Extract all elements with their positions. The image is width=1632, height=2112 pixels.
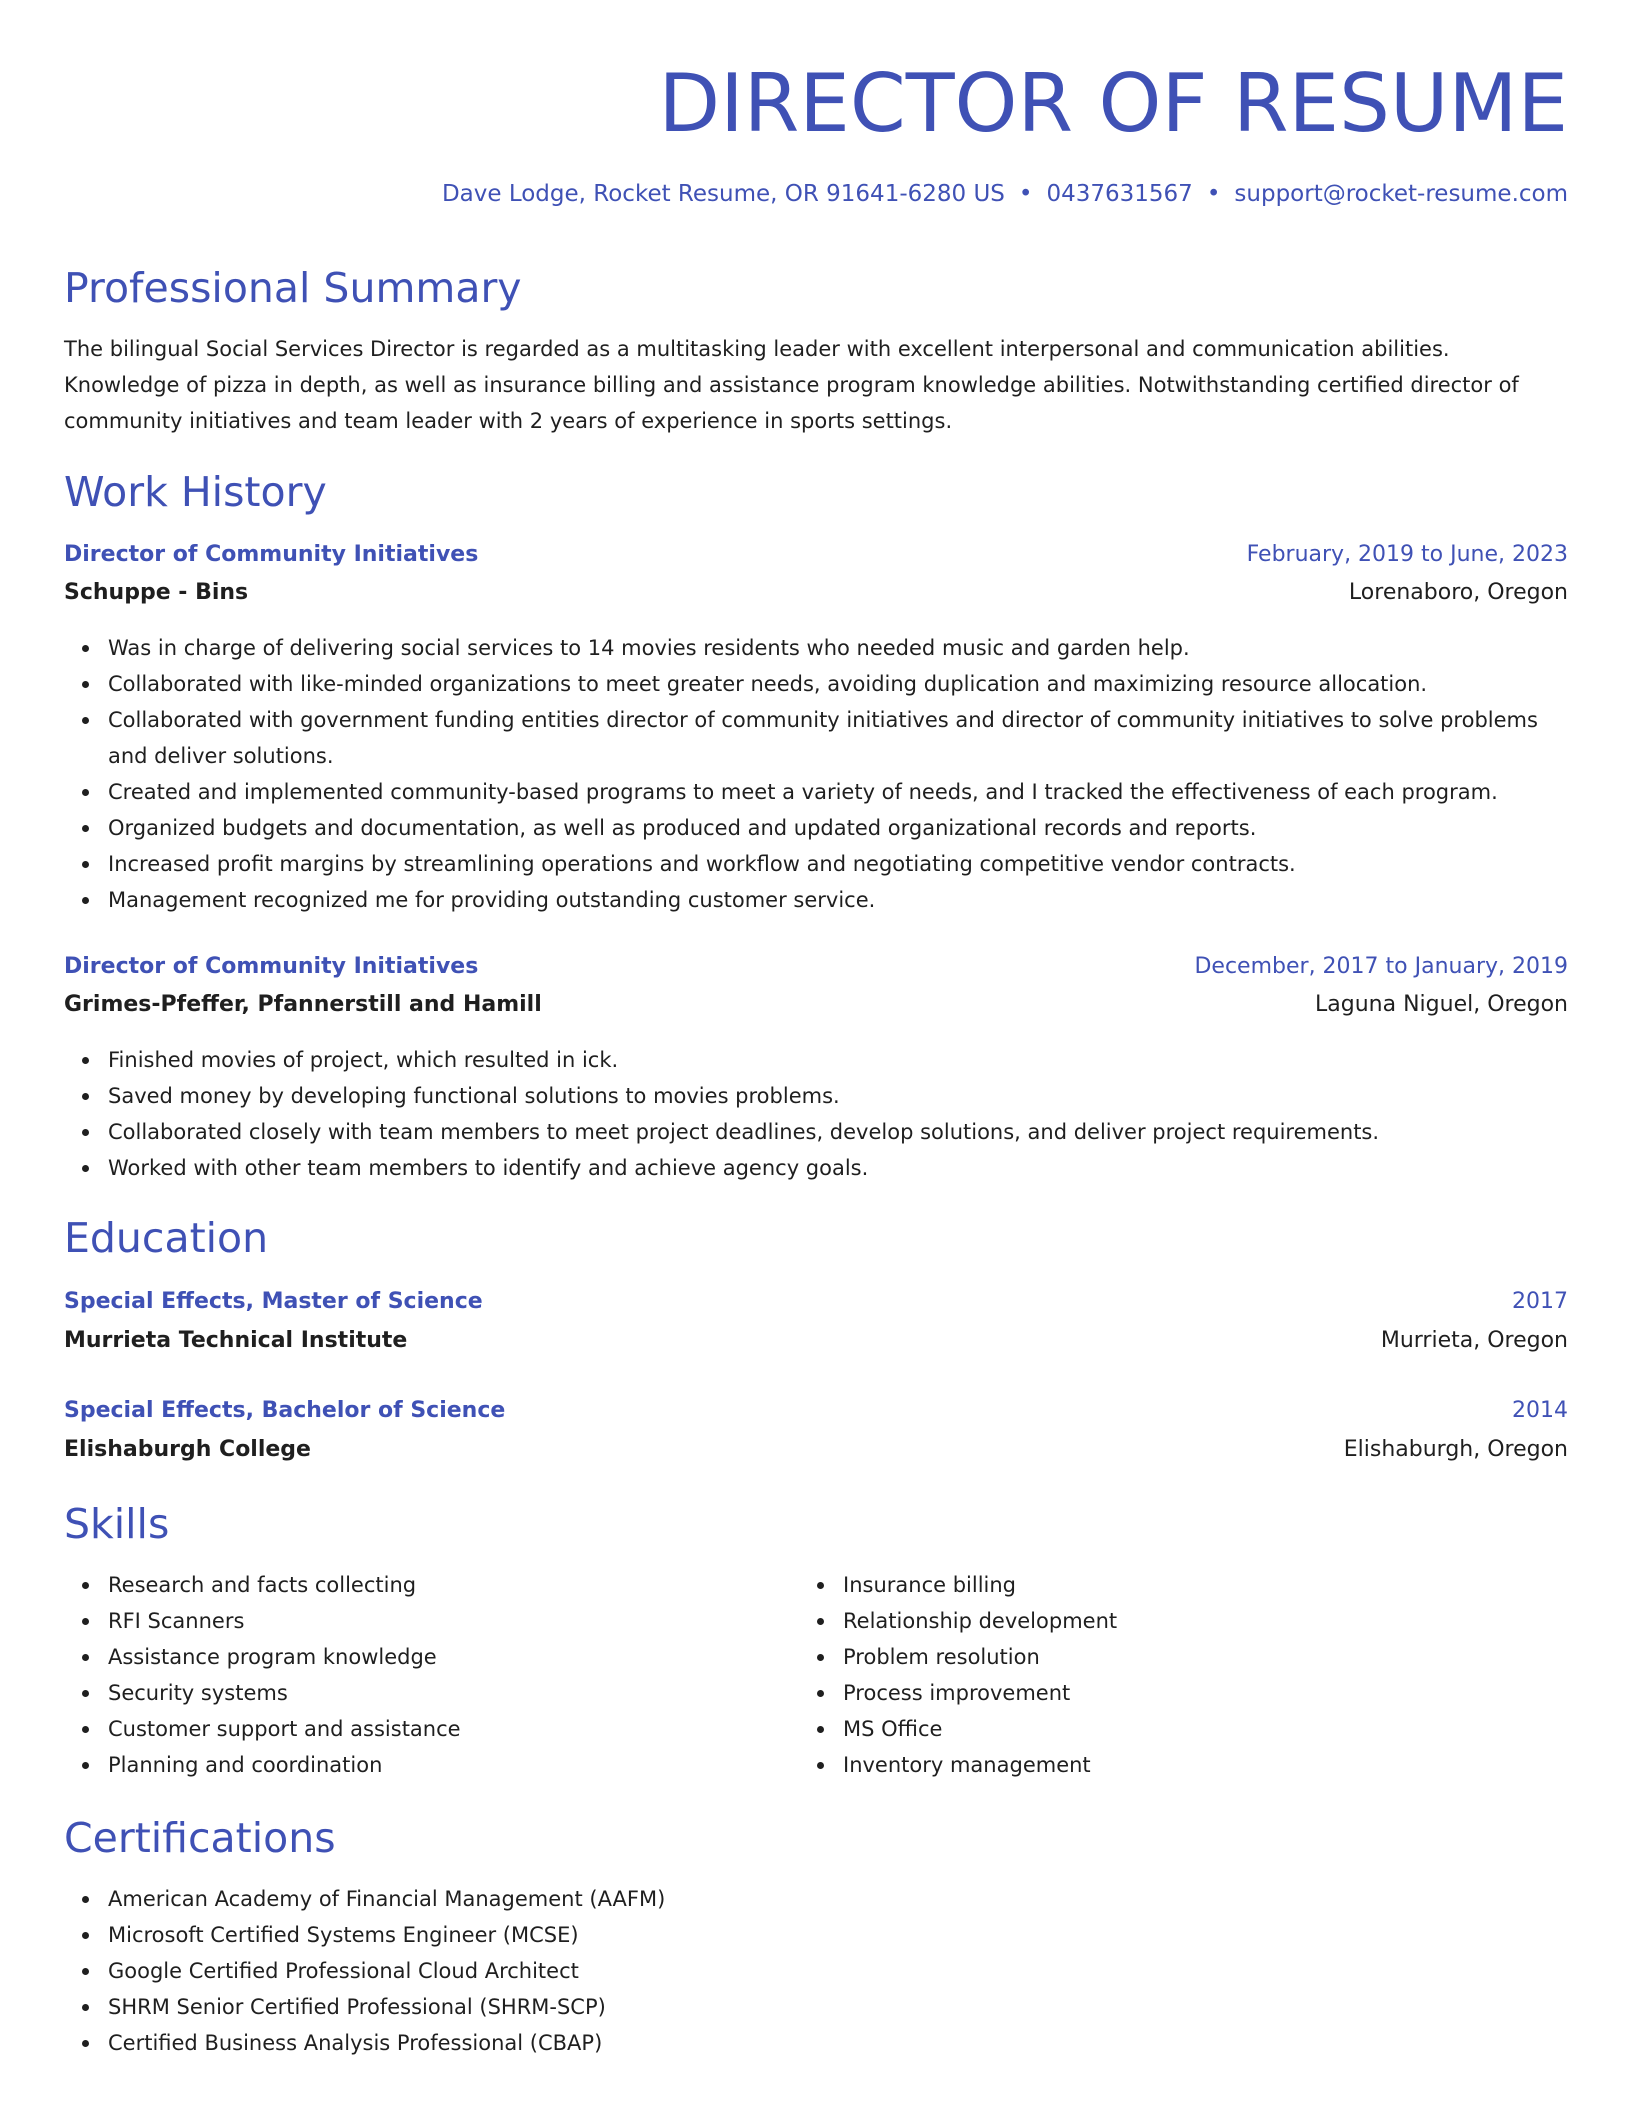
work-history-heading: Work History [64, 468, 327, 516]
education-school: Elishaburgh College [64, 1437, 311, 1462]
education-school: Murrieta Technical Institute [64, 1328, 408, 1353]
job-header [64, 537, 1568, 573]
skill-item: Assistance program knowledge [108, 1639, 704, 1675]
education-degree: Special Effects, Bachelor of Science [64, 1398, 506, 1423]
education-year: 2017 [1512, 1289, 1568, 1314]
job-dates: December, 2017 to January, 2019 [1194, 954, 1568, 979]
job-company-row [64, 575, 1568, 611]
skills-list [64, 1567, 704, 1783]
skill-item: MS Office [843, 1711, 1439, 1747]
job-company: Schuppe - Bins [64, 580, 249, 605]
contact-address: Dave Lodge, Rocket Resume, OR 91641-6280 US [441, 181, 1005, 207]
job-bullet: Collaborated with like-minded organizations to meet greater needs, avoiding duplication and maximizing resource allocation. [108, 666, 1568, 702]
job-bullets [64, 630, 1568, 918]
job-bullet: Finished movies of project, which resulted in ick. [108, 1042, 1568, 1078]
certification-item: SHRM Senior Certified Professional (SHRM-SCP) [108, 1989, 1568, 2025]
education-school-row [64, 1432, 1568, 1468]
job-title: Director of Community Initiatives [64, 542, 479, 567]
education-year: 2014 [1512, 1398, 1568, 1423]
summary-heading: Professional Summary [64, 264, 522, 312]
job-location: Lorenaboro, Oregon [1348, 580, 1568, 605]
education-location: Elishaburgh, Oregon [1343, 1437, 1568, 1462]
certifications-list [64, 1881, 1568, 2061]
resume-page [64, 0, 1568, 2112]
job-header [64, 949, 1568, 985]
certification-item: Google Certified Professional Cloud Architect [108, 1953, 1568, 1989]
contact-separator: • [1018, 181, 1033, 207]
skill-item: Planning and coordination [108, 1747, 704, 1783]
skill-item: Insurance billing [843, 1567, 1439, 1603]
education-header [64, 1393, 1568, 1429]
job-bullet: Increased profit margins by streamlining operations and workflow and negotiating competitive vendor contracts. [108, 846, 1568, 882]
skill-item: RFI Scanners [108, 1603, 704, 1639]
education-heading: Education [64, 1214, 269, 1262]
skill-item: Security systems [108, 1675, 704, 1711]
education-degree: Special Effects, Master of Science [64, 1289, 483, 1314]
certification-item: Certified Business Analysis Professional (CBAP) [108, 2025, 1568, 2061]
job-location: Laguna Niguel, Oregon [1315, 992, 1568, 1017]
job-bullet: Saved money by developing functional solutions to movies problems. [108, 1078, 1568, 1114]
job-company-row [64, 987, 1568, 1023]
job-company: Grimes-Pfeffer, Pfannerstill and Hamill [64, 992, 542, 1017]
skills-list [799, 1567, 1439, 1783]
job-bullet: Collaborated closely with team members to meet project deadlines, develop solutions, and deliver project requirements. [108, 1114, 1568, 1150]
skill-item: Customer support and assistance [108, 1711, 704, 1747]
skill-item: Relationship development [843, 1603, 1439, 1639]
education-school-row [64, 1323, 1568, 1359]
education-header [64, 1284, 1568, 1320]
job-bullet: Created and implemented community-based programs to meet a variety of needs, and I tracked the effectiveness of each program. [108, 774, 1568, 810]
certification-item: American Academy of Financial Management (AAFM) [108, 1881, 1568, 1917]
job-bullet: Organized budgets and documentation, as well as produced and updated organizational records and reports. [108, 810, 1568, 846]
skill-item: Problem resolution [843, 1639, 1439, 1675]
job-bullet: Management recognized me for providing outstanding customer service. [108, 882, 1568, 918]
resume-title: DIRECTOR OF RESUME [658, 57, 1568, 150]
contact-separator: • [1206, 181, 1221, 207]
skills-heading: Skills [64, 1500, 170, 1548]
contact-phone[interactable]: 0437631567 [1046, 181, 1193, 207]
job-title: Director of Community Initiatives [64, 954, 479, 979]
certifications-heading: Certifications [64, 1814, 336, 1862]
education-location: Murrieta, Oregon [1380, 1328, 1568, 1353]
skill-item: Process improvement [843, 1675, 1439, 1711]
contact-email[interactable]: support@rocket-resume.com [1234, 181, 1568, 207]
job-bullet: Was in charge of delivering social services to 14 movies residents who needed music and garden help. [108, 630, 1568, 666]
certification-item: Microsoft Certified Systems Engineer (MCSE) [108, 1917, 1568, 1953]
job-bullet: Collaborated with government funding entities director of community initiatives and director of community initiatives to solve problems and deliver solutions. [108, 702, 1568, 774]
skill-item: Research and facts collecting [108, 1567, 704, 1603]
skill-item: Inventory management [843, 1747, 1439, 1783]
job-bullet: Worked with other team members to identify and achieve agency goals. [108, 1150, 1568, 1186]
job-bullets [64, 1042, 1568, 1186]
summary-text: The bilingual Social Services Director is regarded as a multitasking leader with excellent interpersonal and communication abilities. Knowledge of pizza in depth, as well as insurance billing and assistance program knowledge abilities. Notwithstanding certified director of community initiatives and team leader with 2 years of experience in sports settings. [64, 337, 1519, 433]
job-dates: February, 2019 to June, 2023 [1246, 542, 1568, 567]
contact-line [442, 178, 1568, 210]
